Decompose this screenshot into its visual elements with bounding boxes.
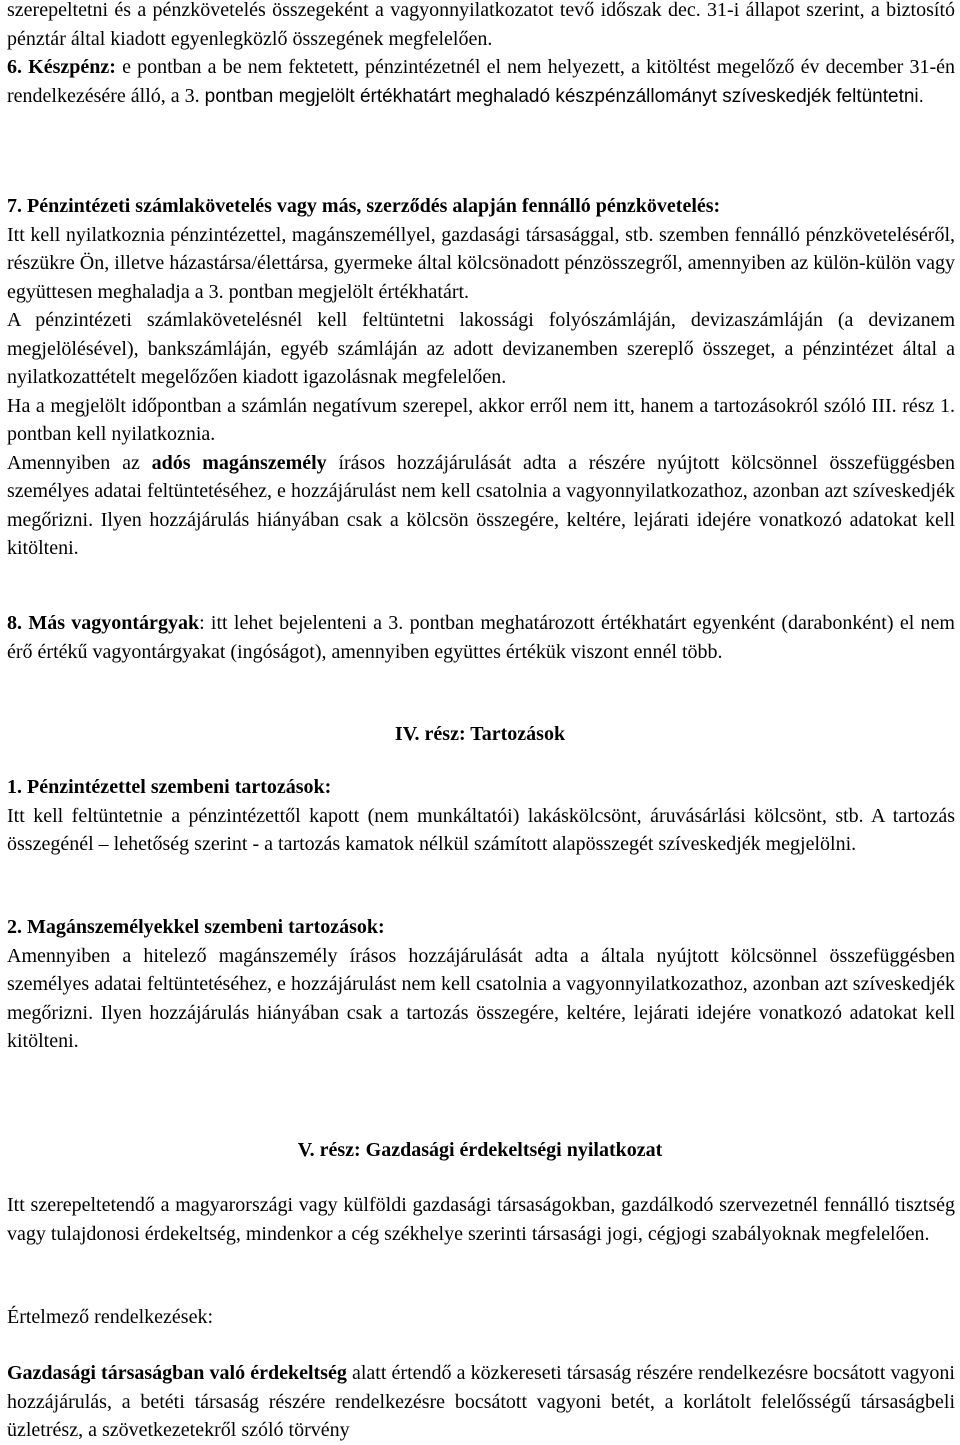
section-8-title: Más vagyontárgyak [28, 612, 200, 634]
section-7-number: 7. [7, 195, 22, 217]
part-5-paragraph-1: Itt szerepeltetendő a magyarországi vagy külföldi gazdasági társaságokban, gazdálkodó szervezetnél fennálló tisztség vagy tulajdonosi érdekeltség, mindenkor a cég székhelye szerinti társasági jogi, cégjogi szabályoknak megfelelően. [7, 1194, 955, 1245]
section-7-paragraph-4: Amennyiben az adós magánszemély írásos hozzájárulását adta a részére nyújtott kölcsönnel összefüggésben személyes adatai feltüntetéséhez, e hozzájárulást nem kell csatolnia a vagyonnyilatkozathoz, azonban azt szíveskedjék megőrizni. Ilyen hozzájárulás hiányában csak a kölcsön összegére, keltére, lejárati idejére vonatkozó adatokat kell kitölteni. [7, 451, 956, 559]
section-6-title: Készpénz: [28, 56, 116, 78]
part-4-section-1: 1. Pénzintézettel szembeni tartozások: Itt kell feltüntetnie a pénzintézettől kapott (nem munkáltatói) lakáskölcsönt, áruvásárlási kölcsönt, stb. A tartozás összegénél – lehetőség szerint - a tartozás kamatok nélkül számított alapösszegét szíveskedjék megjelölni. [7, 776, 955, 855]
paragraph-intro: szerepeltetni és a pénzkövetelés összegeként a vagyonnyilatkozatot tevő időszak dec. 31-i állapot szerint, a biztosító pénztár által kiadott egyenlegközlő összegének megfelelően. [7, 0, 955, 50]
section-6-cash: 6. Készpénz: e pontban a be nem fektetett, pénzintézetnél el nem helyezett, a kitöltést megelőző év december 31-én rendelkezésére álló, a 3. pontban megjelölt értékhatárt meghaladó készpénzállományt szíveskedjék feltüntetni. [7, 56, 956, 107]
section-7-paragraph-2: A pénzintézeti számlakövetelésnél kell feltüntetni lakossági folyószámláján, devizaszámláján (a devizanem megjelölésével), bankszámláján, egyéb számláján az adott devizanemben szereplő összeget, a pénzintézet által a nyilatkozattételt megelőzően kiadott igazolásnak megfelelően. [7, 309, 955, 388]
part-4-heading: IV. rész: Tartozások [394, 723, 566, 745]
part-4-section-1-title: Pénzintézettel szembeni tartozások: [27, 776, 332, 798]
part-4-section-2: 2. Magánszemélyekkel szembeni tartozások: Amennyiben a hitelező magánszemély írásos hozzájárulását adta a általa nyújtott kölcsönnel összefüggésben személyes adatai feltüntetéséhez, e hozzájárulást nem kell csatolnia a vagyonnyilatkozathoz, azonban azt szíveskedjék megőrizni. Ilyen hozzájárulás hiányában csak a tartozás összegére, keltére, lejárati idejére vonatkozó adatokat kell kitölteni. [7, 916, 955, 1052]
part-5-definitions-label: Értelmező rendelkezések: [7, 1306, 213, 1328]
section-7-title: Pénzintézeti számlakövetelés vagy más, szerződés alapján fennálló pénzkövetelés: [27, 195, 721, 217]
part-5-definition: Gazdasági társaságban való érdekeltség alatt értendő a közkereseti társaság részére rendelkezésre bocsátott vagyoni hozzájárulás, a betéti társaság részére rendelkezésre bocsátott vagyoni betét, a korlátolt felelősségű társaságbeli üzletrész, a szövetkezetekről szóló törvény [7, 1362, 955, 1441]
part-4-section-2-number: 2. [7, 916, 22, 938]
section-7-paragraph-1: Itt kell nyilatkoznia pénzintézettel, magánszeméllyel, gazdasági társasággal, stb. szemben fennálló pénzköveteléséről, részükre Ön, illetve házastársa/élettársa, gyermeke által kölcsönadott pénzösszegről, amennyiben az külön-külön vagy együttesen meghaladja a 3. pontban megjelölt értékhatárt. [7, 223, 955, 303]
part-5-heading: V. rész: Gazdasági érdekeltségi nyilatkozat [297, 1139, 663, 1161]
section-7-claims [7, 192, 955, 563]
section-8-number: 8. [7, 612, 22, 634]
part-4-section-2-title: Magánszemélyekkel szembeni tartozások: [27, 916, 385, 938]
part-4-section-1-number: 1. [7, 776, 22, 798]
section-6-number: 6. [7, 56, 22, 78]
definition-term: Gazdasági társaságban való érdekeltség [7, 1362, 347, 1384]
section-7-paragraph-3: Ha a megjelölt időpontban a számlán negatívum szerepel, akkor erről nem itt, hanem a tartozásokról szóló III. rész 1. pontban kell nyilatkoznia. [7, 394, 955, 445]
section-8-other-assets: 8. Más vagyontárgyak: itt lehet bejelenteni a 3. pontban meghatározott értékhatárt egyenként (darabonként) el nem érő értékű vagyontárgyakat (ingóságot), amennyiben együttes értékük viszont ennél több. [7, 612, 955, 663]
